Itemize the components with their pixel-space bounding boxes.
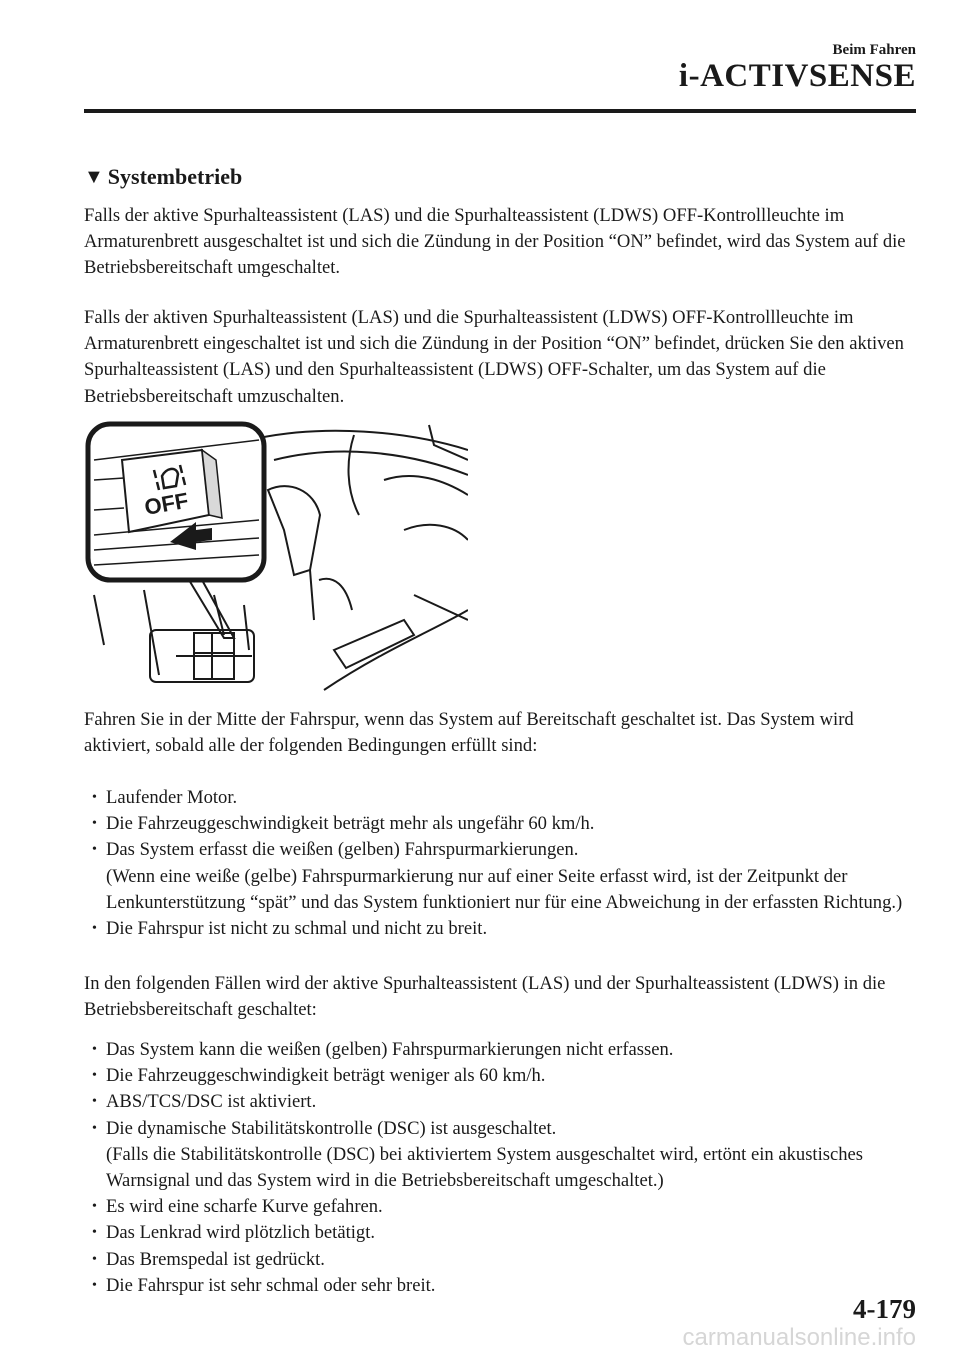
list-item [84,1247,916,1273]
list-item [84,785,916,811]
list-item-text: Das Lenkrad wird plötzlich betätigt. [106,1222,376,1244]
list-item-text: Die dynamische Stabilitätskontrolle (DSC) ist ausgeschaltet. [106,1117,557,1139]
standby-conditions-list [84,1037,916,1299]
list-item [84,1037,916,1063]
paragraph-standby-cases: In den folgenden Fällen wird der aktive Spurhalteassistent (LAS) und der Spurhalteassistent (LDWS) in die Betriebsbereitschaft geschaltet: [84,973,886,1021]
list-item-text: ABS/TCS/DSC ist aktiviert. [106,1091,317,1113]
list-item-text: Es wird eine scharfe Kurve gefahren. [106,1196,383,1218]
list-item [84,1194,916,1220]
chapter-title: i-ACTIVSENSE [678,58,916,94]
list-item-text: Die Fahrspur ist nicht zu schmal und nicht zu breit. [106,918,488,940]
watermark: carmanualsonline.info [682,1324,916,1351]
page-number: 4-179 [853,1294,916,1324]
paragraph-standby-off: Falls der aktive Spurhalteassistent (LAS) und die Spurhalteassistent (LDWS) OFF-Kontrollleuchte im Armaturenbrett ausgeschaltet ist und sich die Zündung in der Position “ON” befindet, wird das System auf die Betriebsbereitschaft umgeschaltet. [84,205,906,279]
paragraph-activation: Fahren Sie in der Mitte der Fahrspur, wenn das System auf Bereitschaft geschaltet ist. Das System wird aktiviert, sobald alle der folgenden Bedingungen erfüllt sind: [84,709,854,757]
list-item-text: Das Bremspedal ist gedrückt. [106,1248,325,1270]
list-item [84,811,916,837]
las-ldws-switch-illustration [84,420,468,700]
list-item-text: Laufender Motor. [106,787,238,808]
list-item-note: (Falls die Stabilitätskontrolle (DSC) bei aktiviertem System ausgeschaltet wird, ertönt ein akustisches Warnsignal und das System wird in die Betriebsbereitschaft umgeschaltet.) [106,1143,864,1192]
list-item-text: Die Fahrzeuggeschwindigkeit beträgt mehr als ungefähr 60 km/h. [106,813,595,835]
section-heading [84,164,242,190]
list-item-note: (Wenn eine weiße (gelbe) Fahrspurmarkierung nur auf einer Seite erfasst wird, ist der Zeitpunkt der Lenkunterstützung “spät” und das System funktioniert nur für eine Abweichung in der erfassten Richtung.) [106,865,903,913]
list-item [84,916,916,942]
list-item [84,1220,916,1246]
list-item-text: Die Fahrzeuggeschwindigkeit beträgt weniger als 60 km/h. [106,1065,546,1087]
list-item [84,837,916,916]
off-switch-label: OFF [142,487,191,520]
list-item-text: Die Fahrspur ist sehr schmal oder sehr breit. [106,1274,436,1296]
section-label: Beim Fahren [832,42,916,58]
list-item [84,1273,916,1299]
list-item-text: Das System kann die weißen (gelben) Fahrspurmarkierungen nicht erfassen. [106,1039,674,1060]
paragraph-standby-on: Falls der aktiven Spurhalteassistent (LAS) und die Spurhalteassistent (LDWS) OFF-Kontrollleuchte im Armaturenbrett eingeschaltet ist und sich die Zündung in der Position “ON” befindet, drücken Sie den aktiven Spurhalteassistent (LAS) und den Spurhalteassistent (LDWS) OFF-Schalter, um das System auf die Betriebsbereitschaft umzuschalten. [84,307,904,407]
list-item [84,1063,916,1089]
list-item-text: Das System erfasst die weißen (gelben) Fahrspurmarkierungen. [106,839,579,861]
list-item [84,1116,916,1195]
activation-conditions-list [84,785,916,942]
list-item [84,1089,916,1115]
section-marker-icon: ▼ [84,165,104,188]
section-heading-text: Systembetrieb [107,164,243,189]
header-rule [84,109,916,113]
